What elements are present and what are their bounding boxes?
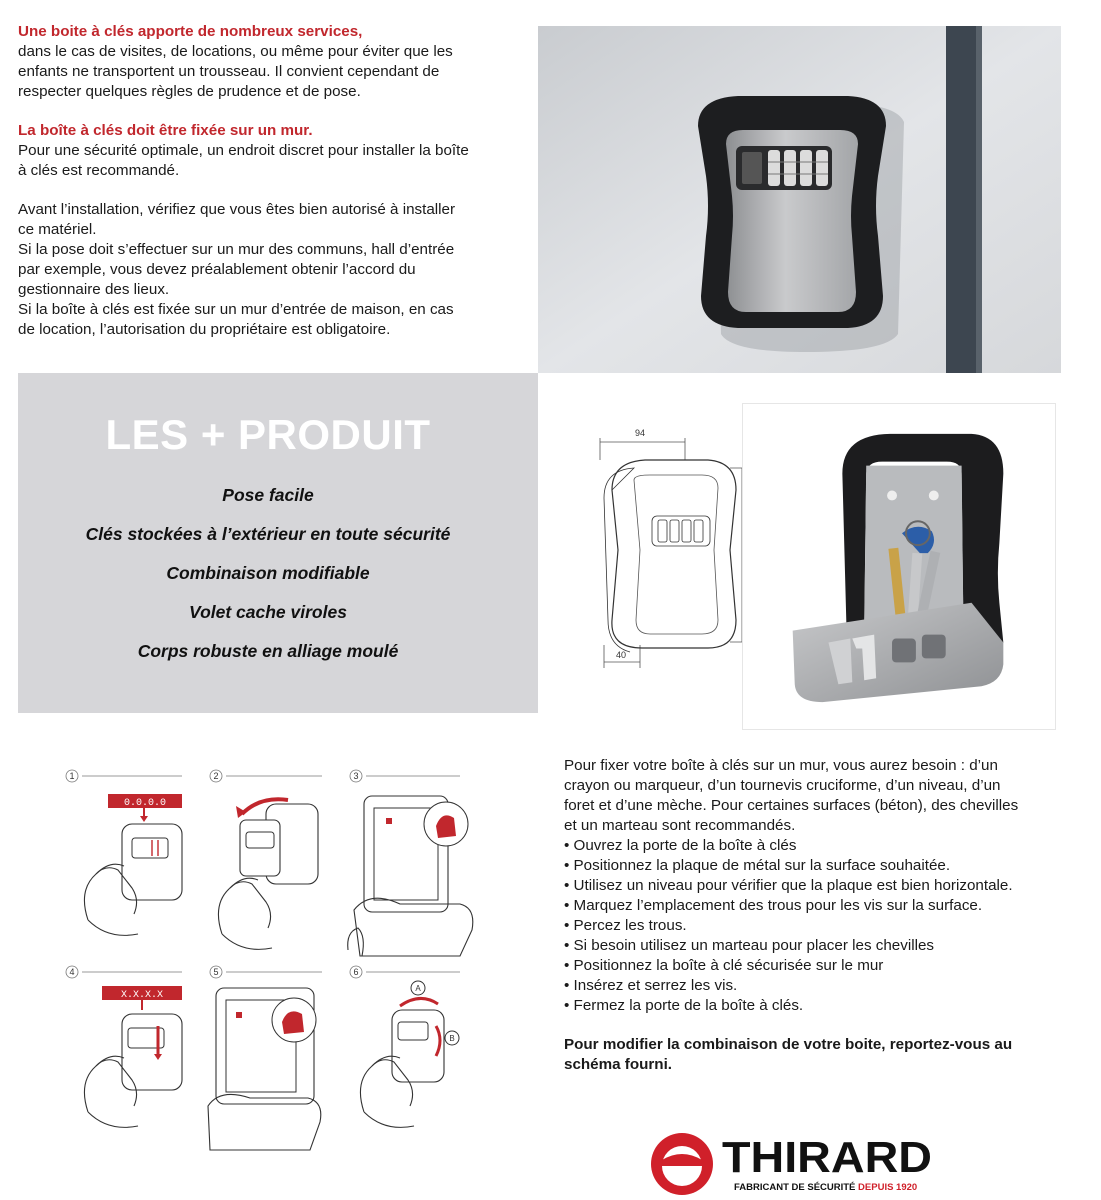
custom-code-label: X.X.X.X <box>120 990 164 1001</box>
dimension-depth: 40 <box>616 650 627 660</box>
brand-tagline: FABRICANT DE SÉCURITÉ <box>734 1182 856 1193</box>
instruction-line: crayon ou marqueur, d’un tournevis cruciforme, d’un niveau, d’un <box>564 777 1001 794</box>
product-benefits-panel <box>18 373 538 713</box>
intro-line: respecter quelques règles de prudence et de pose. <box>18 83 361 100</box>
installation-instructions <box>564 756 1074 1075</box>
intro-line: ce matériel. <box>18 221 97 238</box>
step-number: 5 <box>213 967 219 977</box>
installation-steps-diagram <box>40 760 520 1160</box>
open-key-box-photo <box>742 403 1056 730</box>
intro-line: gestionnaire des lieux. <box>18 281 170 298</box>
instruction-bullet: • Positionnez la boîte à clé sécurisée sur le mur <box>564 957 884 974</box>
brand-name: THIRARD <box>722 1133 932 1182</box>
instruction-bullet: • Si besoin utilisez un marteau pour placer les chevilles <box>564 937 935 954</box>
instruction-bullet: • Ouvrez la porte de la boîte à clés <box>564 837 797 854</box>
intro-line: enfants ne transportent un trousseau. Il convient cependant de <box>18 63 440 80</box>
feature-item: Clés stockées à l’extérieur en toute sécurité <box>85 524 451 544</box>
default-code-label: 0.0.0.0 <box>123 798 167 809</box>
step-number: 6 <box>353 967 359 977</box>
combination-note: schéma fourni. <box>564 1056 673 1073</box>
instruction-bullet: • Insérez et serrez les vis. <box>564 977 738 994</box>
thirard-logo <box>650 1130 940 1198</box>
feature-item: Corps robuste en alliage moulé <box>137 641 399 661</box>
instruction-bullet: • Utilisez un niveau pour vérifier que la plaque est bien horizontale. <box>564 877 1013 894</box>
intro-line: à clés est recommandé. <box>18 162 180 179</box>
feature-item: Combinaison modifiable <box>166 563 370 583</box>
intro-line: Si la boîte à clés est fixée sur un mur d’entrée de maison, en cas <box>18 301 454 318</box>
instruction-bullet: • Positionnez la plaque de métal sur la surface souhaitée. <box>564 857 951 874</box>
intro-line: Pour une sécurité optimale, un endroit discret pour installer la boîte <box>18 142 469 159</box>
combination-note: Pour modifier la combinaison de votre boite, reportez-vous au <box>564 1036 1013 1053</box>
brand-since: DEPUIS 1920 <box>858 1182 918 1193</box>
feature-item: Volet cache viroles <box>189 602 347 622</box>
intro-line: dans le cas de visites, de locations, ou même pour éviter que les <box>18 43 453 60</box>
step-number: 1 <box>69 771 75 781</box>
instruction-line: Pour fixer votre boîte à clés sur un mur, vous aurez besoin : d’un <box>564 757 998 774</box>
intro-text <box>18 22 518 340</box>
intro-heading-2: La boîte à clés doit être fixée sur un mur. <box>18 122 313 139</box>
intro-line: Avant l’installation, vérifiez que vous êtes bien autorisé à installer <box>18 201 456 218</box>
dimension-drawing <box>590 420 750 680</box>
step-number: 4 <box>69 967 75 977</box>
instruction-line: foret et d’une mèche. Pour certaines surfaces (béton), des chevilles <box>564 797 1019 814</box>
instruction-bullet: • Marquez l’emplacement des trous pour les vis sur la surface. <box>564 897 983 914</box>
step-number: 3 <box>353 771 359 781</box>
feature-list <box>18 483 518 678</box>
intro-heading-1: Une boite à clés apporte de nombreux services, <box>18 23 363 40</box>
instruction-bullet: • Fermez la porte de la boîte à clés. <box>564 997 804 1014</box>
key-box-wall-photo <box>538 26 1061 373</box>
marker-b: B <box>449 1034 455 1043</box>
step-number: 2 <box>213 771 219 781</box>
product-benefits-title: LES + PRODUIT <box>105 411 431 458</box>
dimension-width: 94 <box>635 428 646 438</box>
instruction-bullet: • Percez les trous. <box>564 917 687 934</box>
svg-text:FABRICANT DE SÉCURITÉ DEPUIS 1 <box>734 1182 917 1193</box>
instruction-line: et un marteau sont recommandés. <box>564 817 796 834</box>
intro-line: Si la pose doit s’effectuer sur un mur des communs, hall d’entrée <box>18 241 455 258</box>
marker-a: A <box>415 984 421 993</box>
intro-line: de location, l’autorisation du propriétaire est obligatoire. <box>18 321 391 338</box>
feature-item: Pose facile <box>222 485 314 505</box>
intro-line: par exemple, vous devez préalablement obtenir l’accord du <box>18 261 416 278</box>
